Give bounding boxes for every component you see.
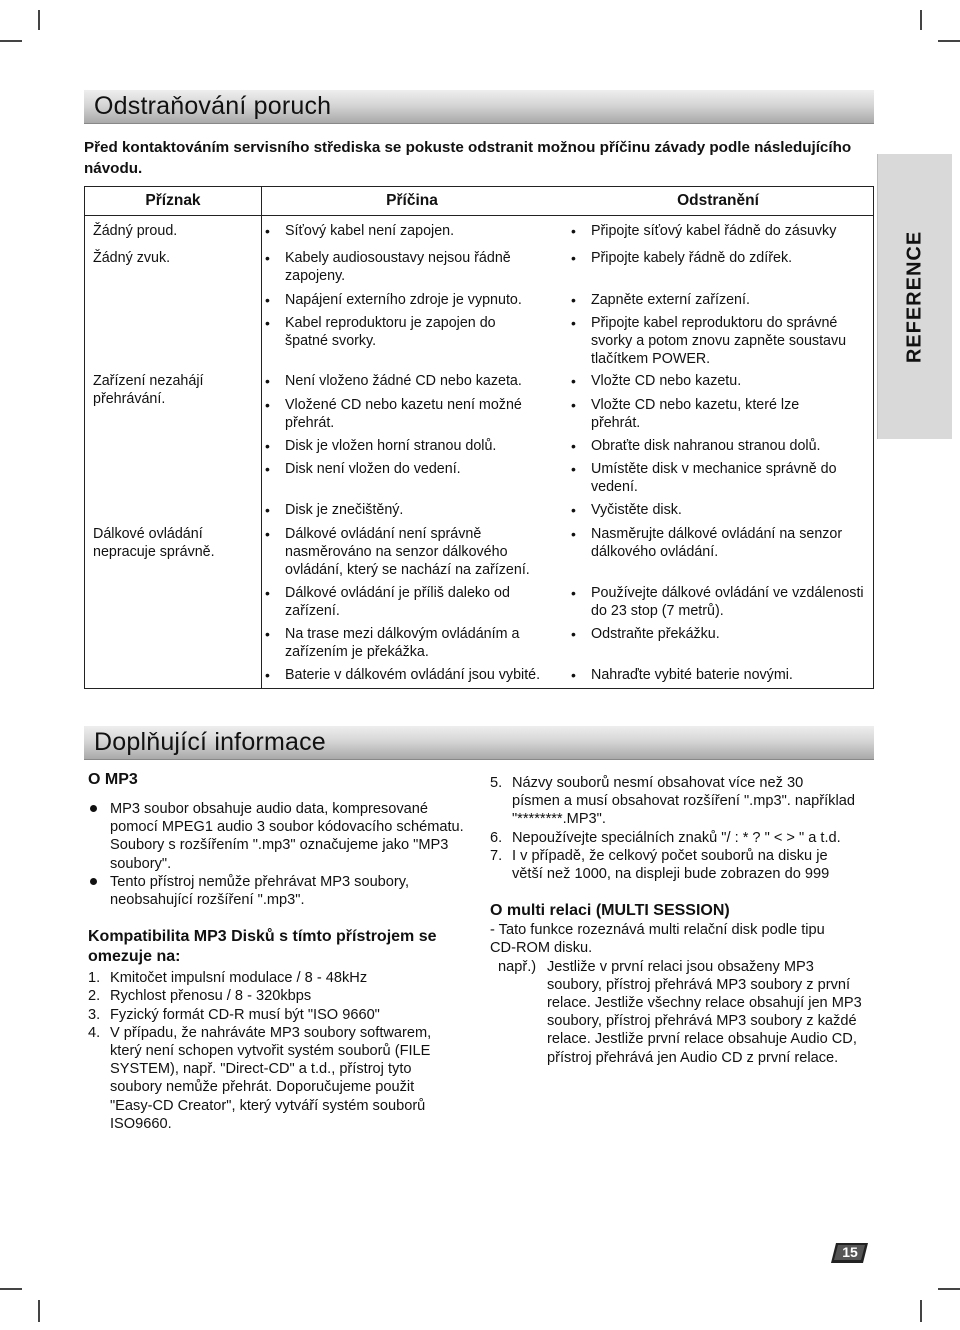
right-column [490,774,875,1067]
compat-item: 3. Fyzický formát CD-R musí být "ISO 9660" [88,1006,380,1023]
crop-mark [38,1300,40,1322]
crop-mark [938,40,960,42]
cause-item: • Na trase mezi dálkovým ovládáním a zařízením je překážka. [265,626,520,660]
compat-heading: Kompatibilita MP3 Disků s tímto přístrojem se omezuje na: [88,928,437,966]
troubleshooting-title: Odstraňování poruch [94,92,332,120]
cause-item: • Baterie v dálkovém ovládání jsou vybité. [265,667,541,683]
compat-item: 4. V případu, že nahráváte MP3 soubory softwarem, který není schopen vytvořit systém souborů (FILE SYSTEM), např. "Direct-CD" a t.d., přístroj tyto soubory nemůže přehrát. Doporučujeme použit "Easy-CD Creator", který vytváří systém souborů ISO9660. [88,1024,432,1132]
remedy-item: • Připojte kabel reproduktoru do správné svorky a potom znovu zapněte soustavu tlačítkem POWER. [571,315,847,367]
cause-item: • Vložené CD nebo kazetu není možné přehrát. [265,397,522,431]
compat-item: 2. Rychlost přenosu / 8 - 320kbps [88,988,312,1005]
left-column [88,770,473,1133]
additional-info-title-bar [84,726,874,760]
crop-mark [0,1288,22,1290]
mp3-bullet: Tento přístroj nemůže přehrávat MP3 soubory, neobsahující rozšíření ".mp3". [88,873,473,909]
cause-item: • Disk není vložen do vedení. [265,461,461,477]
multi-session-example: např.) Jestliže v první relaci jsou obsaženy MP3 soubory, přístroj přehrává MP3 soubory z první relace. Jestliže všechny relace obsahují jen MP3 soubory, přístroj přehrává MP3 soubory z každé relace. Jestliže první relace obsahuje Audio CD, přístroj přehrává jen Audio CD z první relace. [498,958,862,1066]
multi-session-heading: O multi relaci (MULTI SESSION) [490,902,730,920]
remedy-item: • Vložte CD nebo kazetu, které lze přehrát. [571,397,800,431]
cause-item: • Síťový kabel není zapojen. [265,223,455,239]
symptom-no-power: Žádný proud. [93,223,178,239]
cause-item: • Není vloženo žádné CD nebo kazeta. [265,373,522,389]
remedy-item: • Umístěte disk v mechanice správně do vedení. [571,461,837,495]
troubleshooting-title-bar [84,90,874,124]
compat-item: 6. Nepoužívejte speciálních znaků "/ : * ? " < > " a t.d. [490,829,841,846]
crop-mark [938,1288,960,1290]
cause-item: • Kabely audiosoustavy nejsou řádně zapojeny. [265,250,511,284]
header-cause: Příčina [386,192,438,209]
page-number: 15 [842,1244,858,1260]
troubleshooting-table [84,186,874,689]
header-divider [85,215,873,216]
remedy-item: • Připojte kabely řádně do zdířek. [571,250,793,266]
remedy-item: • Nahraďte vybité baterie novými. [571,667,793,683]
cause-item: • Kabel reproduktoru je zapojen do špatné svorky. [265,315,496,349]
cause-item: • Dálkové ovládání je příliš daleko od zařízení. [265,585,510,619]
remedy-item: • Vložte CD nebo kazetu. [571,373,742,389]
page-number-badge [830,1240,870,1266]
symptom-no-play: Zařízení nezahájí přehrávání. [93,373,204,407]
reference-tab [877,154,952,439]
compat-item: 5. Názvy souborů nesmí obsahovat více než 30 písmen a musí obsahovat rozšíření ".mp3". například "********.MP3". [490,775,855,828]
crop-mark [920,1300,922,1322]
additional-info-title: Doplňující informace [94,728,326,756]
remedy-item: • Zapněte externí zařízení. [571,292,750,308]
mp3-heading: O MP3 [88,771,138,788]
remedy-item: • Vyčistěte disk. [571,502,682,518]
crop-mark [920,10,922,30]
example-label: např.) [498,958,537,975]
multi-session-intro: - Tato funkce rozeznává multi relační disk podle tipu CD-ROM disku. [490,922,825,957]
column-divider [261,187,262,688]
header-remedy: Odstranění [677,192,759,209]
remedy-item: • Odstraňte překážku. [571,626,720,642]
header-symptom: Příznak [145,192,201,209]
compat-item: 1. Kmitočet impulsní modulace / 8 - 48kHz [88,970,368,987]
remedy-item: • Používejte dálkové ovládání ve vzdálenosti do 23 stop (7 metrů). [571,585,864,619]
remedy-item: • Obraťte disk nahranou stranou dolů. [571,438,821,454]
troubleshooting-intro: Před kontaktováním servisního střediska se pokuste odstranit možnou příčinu závady podle následujícího návodu. [84,139,852,177]
crop-mark [38,10,40,30]
cause-item: • Disk je vložen horní stranou dolů. [265,438,497,454]
symptom-no-sound: Žádný zvuk. [93,250,171,266]
compat-item: 7. I v případě, že celkový počet souborů na disku je větší než 1000, na displeji bude zobrazen do 999 [490,847,830,883]
reference-tab-label: REFERENCE [903,230,926,363]
remedy-item: • Připojte síťový kabel řádně do zásuvky [571,223,837,239]
crop-mark [0,40,22,42]
cause-item: • Napájení externího zdroje je vypnuto. [265,292,522,308]
remedy-item: • Nasměrujte dálkové ovládání na senzor dálkového ovládání. [571,526,843,560]
cause-item: • Disk je znečištěný. [265,502,404,518]
mp3-bullet: MP3 soubor obsahuje audio data, kompresované pomocí MPEG1 audio 3 soubor kódovacího schématu. Soubory s rozšířením ".mp3" označujeme jako "MP3 soubory". [88,800,473,873]
symptom-remote: Dálkové ovládání nepracuje správně. [93,526,215,560]
cause-item: • Dálkové ovládání není správně nasměrováno na senzor dálkového ovládání, který se nachází na zařízení. [265,526,530,578]
